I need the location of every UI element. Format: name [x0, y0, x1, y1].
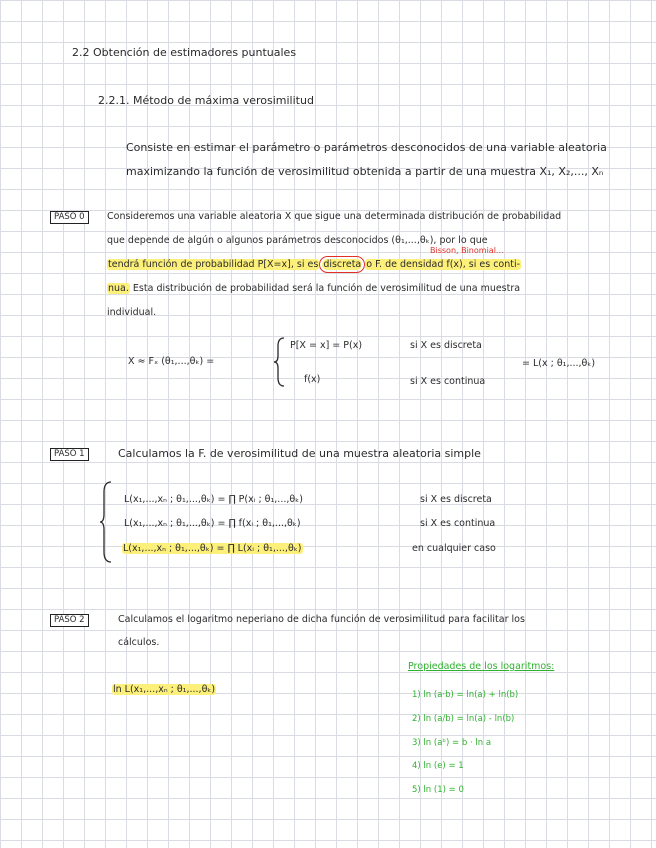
paso0-line-4 [107, 283, 520, 294]
paso0-case-1: P[X = x] = P(x) [290, 340, 363, 351]
log-props-list [412, 684, 518, 803]
paso0-line-3 [107, 259, 521, 270]
paso0-line-2: que depende de algún o algunos parámetros desconocidos (θ₁,...,θₖ), por lo que [107, 235, 488, 246]
paso1-eq-2-cond: si X es continua [420, 518, 496, 529]
paso2-ln-expr: ln L(x₁,...,xₙ ; θ₁,...,θₖ) [113, 684, 216, 695]
paso2-line-2: cálculos. [118, 637, 160, 648]
paso1-eq-1-cond: si X es discreta [420, 494, 492, 505]
paso0-case-2-cond: si X es continua [410, 376, 486, 387]
paso1-brace [98, 480, 114, 564]
paso2-line-1: Calculamos el logaritmo neperiano de dicha función de verosimilitud para facilitar los [118, 614, 525, 625]
intro-line-2: maximizando la función de verosimilitud obtenida a partir de una muestra X₁, X₂,..., Xₙ [126, 165, 604, 178]
subsection-title: 2.2.1. Método de máxima verosimilitud [98, 94, 314, 107]
paso0-case-2: f(x) [304, 374, 321, 385]
paso0-discreta: discreta [323, 259, 362, 270]
paso0-formula-lhs: X ≈ Fₓ (θ₁,...,θₖ) = [128, 356, 215, 367]
paso0-formula-rhs: = L(x ; θ₁,...,θₖ) [522, 358, 596, 369]
paso0-line-3c: o F. de densidad f(x), si es conti- [366, 259, 521, 270]
paso1-eq-3-cond: en cualquier caso [412, 543, 496, 554]
left-brace [272, 336, 288, 388]
paso0-line-3a: tendrá función de probabilidad P[X=x], si es [108, 259, 319, 270]
paso1-eq-3: L(x₁,...,xₙ ; θ₁,...,θₖ) = ∏ L(xᵢ ; θ₁,...,θₖ) [123, 543, 302, 554]
intro-line-1: Consiste en estimar el parámetro o parámetros desconocidos de una variable aleatoria [126, 141, 607, 154]
log-prop-item: 3) ln (aᵇ) = b · ln a [412, 737, 492, 748]
paso0-annotation: Bisson, Binomial... [430, 246, 504, 255]
paso2-label: PASO 2 [50, 614, 89, 627]
log-props-title: Propiedades de los logaritmos: [408, 661, 555, 672]
log-prop-item: 5) ln (1) = 0 [412, 785, 464, 796]
paso0-line-4a: nua. [108, 283, 129, 294]
log-prop-item: 4) ln (e) = 1 [412, 761, 464, 772]
paso0-label: PASO 0 [50, 211, 89, 224]
paso1-eq-1: L(x₁,...,xₙ ; θ₁,...,θₖ) = ∏ P(xᵢ ; θ₁,...,θₖ) [124, 494, 303, 505]
paso1-eq-2: L(x₁,...,xₙ ; θ₁,...,θₖ) = ∏ f(xᵢ ; θ₁,...,θₖ) [124, 518, 301, 529]
paso1-label: PASO 1 [50, 448, 89, 461]
section-title: 2.2 Obtención de estimadores puntuales [72, 46, 297, 59]
log-prop-item: 2) ln (a/b) = ln(a) - ln(b) [412, 713, 515, 724]
paso0-line-5: individual. [107, 307, 157, 318]
paso1-text: Calculamos la F. de verosimilitud de una muestra aleatoria simple [118, 447, 481, 460]
log-prop-item: 1) ln (a·b) = ln(a) + ln(b) [412, 690, 519, 700]
paso2-ln-wrap [112, 684, 216, 695]
paso0-line-4b: Esta distribución de probabilidad será la función de verosimilitud de una muestra [132, 283, 521, 294]
paso0-line-1: Consideremos una variable aleatoria X que sigue una determinada distribución de probabilidad [107, 211, 562, 222]
paso1-eq-3-wrap [122, 543, 303, 554]
paso0-case-1-cond: si X es discreta [410, 340, 482, 351]
